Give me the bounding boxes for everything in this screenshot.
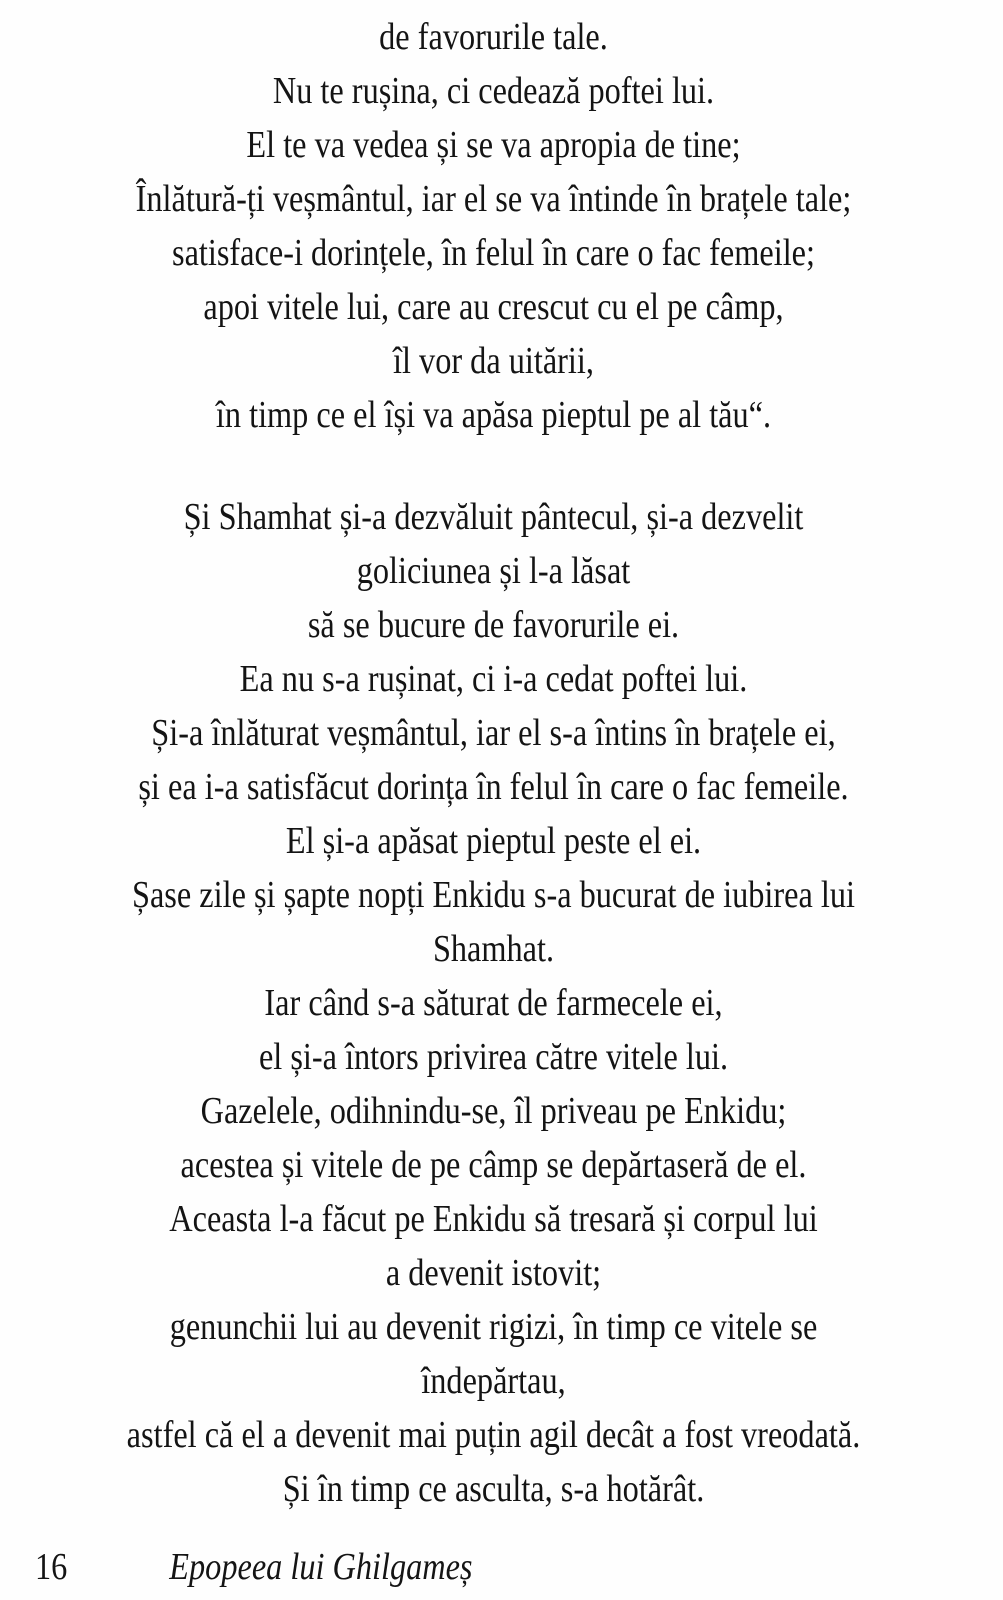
poem-line: Ea nu s-a rușinat, ci i-a cedat poftei lui.: [239, 658, 748, 700]
stanza-1: [67, 10, 920, 442]
stanza-2: [67, 490, 920, 1516]
poem-line: Și-a înlăturat veșmântul, iar el s-a întins în brațele ei,: [151, 712, 836, 754]
poem-line: el și-a întors privirea către vitele lui.: [258, 1036, 729, 1078]
poem-line: genunchii lui au devenit rigizi, în timp ce vitele se: [169, 1306, 818, 1348]
poem-line: acestea și vitele de pe câmp se depărtaseră de el.: [180, 1144, 807, 1186]
poem-line: Și în timp ce asculta, s-a hotărât.: [282, 1468, 705, 1510]
page-number: 16: [35, 1546, 68, 1588]
poem-line: Iar când s-a săturat de farmecele ei,: [264, 982, 723, 1024]
stanza-separator: [67, 442, 920, 490]
poem-line: goliciunea și l-a lăsat: [356, 550, 631, 592]
poem-line: Gazelele, odihnindu-se, îl priveau pe Enkidu;: [200, 1090, 787, 1132]
poem-line: satisface-i dorințele, în felul în care o fac femeile;: [172, 232, 815, 274]
poem-text-column: [67, 10, 920, 1516]
poem-line: apoi vitele lui, care au crescut cu el pe câmp,: [203, 286, 784, 328]
poem-line: Șase zile și șapte nopți Enkidu s-a bucurat de iubirea lui: [132, 874, 855, 916]
poem-line: îndepărtau,: [421, 1360, 566, 1402]
poem-line: El și-a apăsat pieptul peste el ei.: [285, 820, 702, 862]
poem-line: Și Shamhat și-a dezvăluit pântecul, și-a dezvelit: [183, 496, 804, 538]
poem-line: a devenit istovit;: [385, 1252, 602, 1294]
poem-line: Înlătură-ți veșmântul, iar el se va întinde în brațele tale;: [135, 178, 852, 220]
poem-line: să se bucure de favorurile ei.: [307, 604, 680, 646]
book-title: Epopeea lui Ghilgameș: [169, 1546, 473, 1588]
poem-line: Aceasta l-a făcut pe Enkidu să tresară și corpul lui: [169, 1198, 818, 1240]
poem-line: îl vor da uitării,: [393, 340, 594, 382]
poem-line: și ea i-a satisfăcut dorința în felul în care o fac femeile.: [138, 766, 849, 808]
page-footer: [35, 1540, 473, 1594]
poem-line: astfel că el a devenit mai puțin agil decât a fost vreodată.: [126, 1414, 861, 1456]
poem-line: Nu te rușina, ci cedează poftei lui.: [272, 70, 715, 112]
poem-line: El te va vedea și se va apropia de tine;: [246, 124, 741, 166]
poem-line: de favorurile tale.: [379, 16, 608, 58]
poem-line: Shamhat.: [432, 928, 555, 970]
poem-line: în timp ce el își va apăsa pieptul pe al tău“.: [215, 394, 772, 436]
